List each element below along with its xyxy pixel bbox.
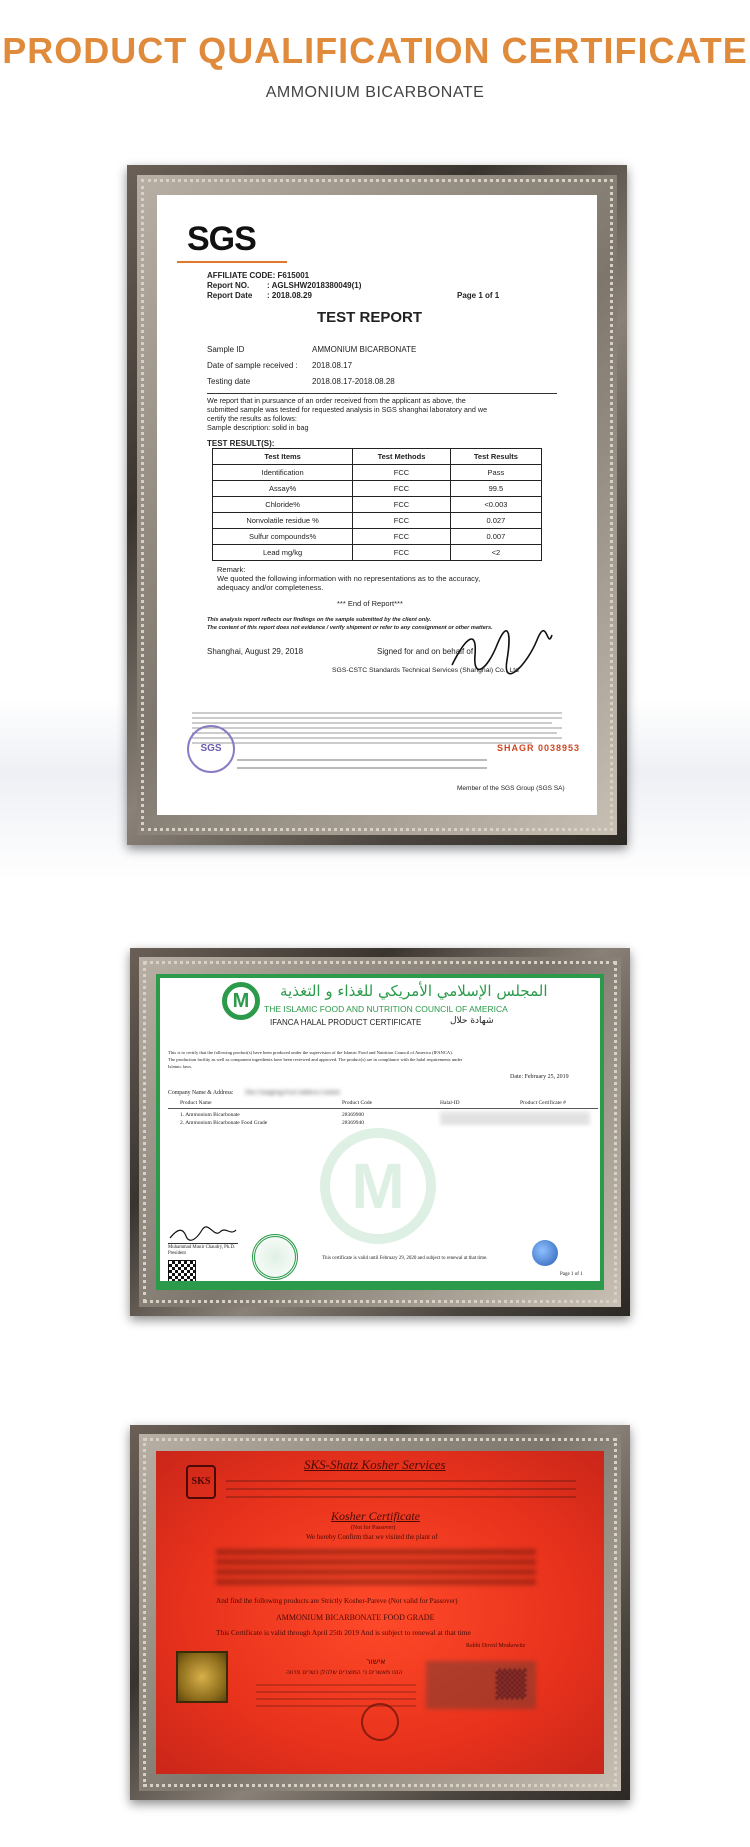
header-rule — [168, 1108, 598, 1109]
table-row — [213, 497, 542, 513]
certificate-title: IFANCA HALAL PRODUCT CERTIFICATE — [270, 1018, 422, 1027]
table-cell: Assay% — [213, 481, 353, 497]
table-row — [213, 513, 542, 529]
qr-code-icon — [496, 1669, 526, 1699]
product-code: 28369940 — [342, 1120, 364, 1126]
footer-bar — [160, 1281, 604, 1286]
watermark-letter: M — [351, 1150, 405, 1222]
column-header: Product Certificate # — [520, 1100, 566, 1106]
ifanca-certificate-frame — [130, 948, 630, 1316]
sgs-test-report — [157, 195, 597, 815]
table-cell: Sulfur compounds% — [213, 529, 353, 545]
found-line: And find the following products are Strictly Kosher-Pareve (Not valid for Passover) — [216, 1597, 458, 1605]
table-cell: FCC — [353, 513, 451, 529]
table-row — [213, 545, 542, 561]
table-row — [213, 481, 542, 497]
report-no-label: Report NO. — [207, 281, 250, 290]
sgs-stamp — [187, 725, 235, 773]
page-title: PRODUCT QUALIFICATION CERTIFICATE — [2, 30, 748, 71]
column-header: Halal-ID — [440, 1100, 460, 1106]
rabbi-name: Rabbi Dovid Moskowitz — [466, 1643, 526, 1649]
certificate-date: Date: February 25, 2019 — [510, 1074, 569, 1080]
org-name: SKS-Shatz Kosher Services — [304, 1457, 446, 1472]
sgs-logo-underline — [177, 261, 287, 263]
table-row — [213, 529, 542, 545]
confirm-line: We hereby Confirm that we visited the plant of — [306, 1533, 438, 1541]
table-cell: FCC — [353, 465, 451, 481]
column-header: Product Name — [180, 1100, 212, 1106]
table-cell: 99.5 — [450, 481, 541, 497]
affiliate-code: AFFILIATE CODE: F615001 — [207, 271, 310, 280]
sgs-certificate-frame — [127, 165, 627, 845]
certificate-subtitle: (Not for Passover) — [351, 1525, 396, 1531]
table-cell: Pass — [450, 465, 541, 481]
validity-line: This Certificate is valid through April 25th 2019 And is subject to renewal at that time — [216, 1628, 471, 1637]
intro-line: This is to certify that the following product(s) have been produced under the supervision of the Islamic Food and Nutrition Council of America (IFANCA). — [168, 1050, 453, 1055]
table-cell: FCC — [353, 481, 451, 497]
table-cell: Lead mg/kg — [213, 545, 353, 561]
intro-line: The production facility as well as component ingredients have been reviewed and approved. The product(s) are in compliance with the halal requirements under — [168, 1057, 463, 1062]
table-cell: 0.007 — [450, 529, 541, 545]
table-cell: <0.003 — [450, 497, 541, 513]
ifanca-logo-icon — [222, 982, 260, 1020]
statement-line: submitted sample was tested for requested analysis in SGS shanghai laboratory and we — [207, 405, 488, 414]
table-header: Test Items — [213, 449, 353, 465]
org-name: THE ISLAMIC FOOD AND NUTRITION COUNCIL OF AMERICA — [264, 1004, 508, 1014]
product-name: 2. Ammonium Bicarbonate Food Grade — [180, 1120, 268, 1126]
column-header: Product Code — [342, 1100, 373, 1106]
signature-rule — [168, 1243, 238, 1244]
remark-line: adequacy and/or completeness. — [217, 583, 324, 592]
table-cell: Identification — [213, 465, 353, 481]
serial-number: SHAGR 0038953 — [497, 743, 581, 753]
address-lines — [226, 1475, 576, 1505]
validity-statement: This certificate is valid until February 29, 2020 and subject to renewal at that time. — [322, 1256, 488, 1261]
table-cell: FCC — [353, 545, 451, 561]
certificate-title: Kosher Certificate — [331, 1509, 420, 1523]
watermark-logo-icon — [320, 1128, 436, 1244]
ifanca-halal-certificate — [156, 974, 604, 1290]
hebrew-text: הננו מאשרים כי המוצרים שלהלן כשרים פרווה — [286, 1669, 403, 1676]
member-line: Member of the SGS Group (SGS SA) — [457, 785, 565, 792]
company-name: Zibo Changlong Food Additives Limited — [245, 1090, 340, 1096]
product-code: 28369900 — [342, 1112, 364, 1118]
hebrew-title: אישור — [366, 1657, 386, 1666]
signer-title: President — [168, 1251, 186, 1256]
table-row — [213, 465, 542, 481]
sks-logo-icon — [186, 1465, 216, 1499]
gold-seal-icon — [176, 1651, 228, 1703]
table-cell: <2 — [450, 545, 541, 561]
intro-line: Islamic laws. — [168, 1064, 193, 1069]
table-cell: FCC — [353, 497, 451, 513]
disclaimer-line: This analysis report reflects our findings on the sample submitted by the client only. — [207, 617, 432, 623]
stamp-text: SGS — [200, 743, 222, 754]
report-heading: TEST REPORT — [317, 309, 423, 326]
report-date: : 2018.08.29 — [267, 291, 312, 300]
end-of-report: *** End of Report*** — [337, 599, 403, 608]
table-header: Test Methods — [353, 449, 451, 465]
table-cell: FCC — [353, 529, 451, 545]
product-name: 1. Ammonium Bicarbonate — [180, 1112, 240, 1118]
halal-seal-icon — [252, 1234, 298, 1280]
company-label: Company Name & Address: — [168, 1090, 234, 1096]
statement-line: We report that in pursuance of an order received from the applicant as above, the — [207, 396, 466, 405]
signed-on-behalf: Signed for and on behalf of — [377, 647, 474, 656]
statement-line: certify the results as follows: — [207, 414, 297, 423]
field-value: AMMONIUM BICARBONATE — [312, 345, 417, 354]
logo-text: SKS — [191, 1476, 211, 1487]
results-title: TEST RESULT(S): — [207, 439, 275, 448]
arabic-org-title: المجلس الإسلامي الأمريكي للغذاء و التغذية — [280, 982, 548, 1000]
product-name: AMMONIUM BICARBONATE FOOD GRADE — [276, 1613, 435, 1622]
sgs-logo: SGS — [187, 220, 256, 258]
place-date: Shanghai, August 29, 2018 — [207, 647, 304, 656]
page-number: Page 1 of 1 — [457, 291, 500, 300]
sks-emblem-icon — [361, 1703, 399, 1741]
arabic-certificate-title: شهادة حلال — [450, 1016, 494, 1026]
kosher-certificate — [156, 1451, 604, 1774]
field-value: 2018.08.17 — [312, 361, 353, 370]
report-date-label: Report Date — [207, 291, 253, 300]
remark-line: Remark: — [217, 565, 246, 574]
table-cell: 0.027 — [450, 513, 541, 529]
field-label: Date of sample received : — [207, 361, 298, 370]
field-label: Testing date — [207, 377, 251, 386]
field-label: Sample ID — [207, 345, 245, 354]
kosher-certificate-frame — [130, 1425, 630, 1800]
table-header: Test Results — [450, 449, 541, 465]
disclaimer-line: The content of this report does not evidence / verify shipment or refer to any consignment or other matters. — [207, 625, 493, 631]
logo-letter: M — [232, 990, 250, 1012]
company-name: SGS-CSTC Standards Technical Services (Shanghai) Co., Ltd — [332, 667, 519, 674]
page-subtitle: AMMONIUM BICARBONATE — [265, 84, 485, 101]
signature-icon — [168, 1226, 238, 1242]
statement-line: Sample description: solid in bag — [207, 423, 309, 432]
page-number: Page 1 of 1 — [560, 1272, 583, 1277]
field-value: 2018.08.17-2018.08.28 — [312, 377, 395, 386]
results-table — [212, 448, 542, 561]
remark-line: We quoted the following information with no representations as to the accuracy, — [217, 574, 481, 583]
signer-name: Muhammad Munir Chaudry, Ph.D. — [168, 1245, 236, 1250]
table-cell: Nonvolatile residue % — [213, 513, 353, 529]
globe-icon — [532, 1240, 558, 1266]
statement-rule — [207, 393, 557, 394]
report-no: : AGLSHW2018380049(1) — [267, 281, 362, 290]
table-cell: Chloride% — [213, 497, 353, 513]
footer-address-lines — [237, 755, 487, 775]
redacted-plant — [216, 1549, 536, 1589]
redacted-ids — [440, 1112, 590, 1126]
